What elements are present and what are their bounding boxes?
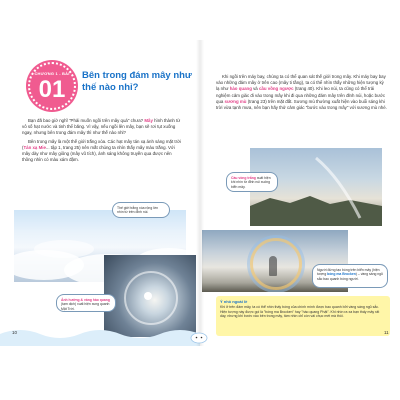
para1-text-rest: hình thành từ vô số hạt nước và tinh thể băng. Vì vậy, nếu ngồi lên mây, bạn sẽ rơi tụt xuống ngay, nhưng bên trong đám mây thì như thế nào nhỉ? xyxy=(22,118,181,136)
left-page xyxy=(0,40,200,346)
rpara-text: Khi ngồi trên máy bay, chúng ta có thể quan sát thế giới trong mây. Khi máy bay bay vào những đám mây ở trên cao (mây ti tầng), ta có thể nhìn thấy những hiện tượng kỳ lạ như xyxy=(216,74,386,92)
rpara-text-rest: (trang 23) trên mặt đất. Sương mù thường xuất hiện vào buổi sáng khi trời vừa tạnh mưa, nên bạn hãy thử cảm giác "bước vào trong mây" với sương mù nhé. xyxy=(216,98,387,111)
right-body xyxy=(216,74,388,113)
para2-text: Bên trong mây là một thế giới trắng xóa. Các hạt mây tán xạ ánh sáng mặt trời ( xyxy=(22,138,181,150)
bubble1-text: Thế giới trắng xóa rộng lớn nhìn từ trên đỉnh núi. xyxy=(117,206,159,215)
bubble4-text-rest: ) – vầng sáng ngũ sắc bao quanh bóng người. xyxy=(317,272,383,281)
left-body xyxy=(22,118,182,165)
para2-highlight: Tán xạ Mie xyxy=(23,144,46,150)
side-note-box xyxy=(216,296,390,336)
caption-bubble-4 xyxy=(312,264,388,288)
wave-decoration xyxy=(0,316,200,346)
rpara-highlight-1: hào quang xyxy=(229,86,252,92)
rpara-text-mid2: (trang 40). Khi leo núi, ta cũng có thể trải nghiệm cảm giác đi vào trong mây khi đi qua những đám mây trên đỉnh núi, hoặc bước qua xyxy=(216,86,386,104)
note-title: Ý nhỏ ngoài lề xyxy=(220,299,248,304)
book-gutter xyxy=(196,40,204,346)
right-page xyxy=(200,40,400,346)
badge-label: CHƯƠNG 1 - BÀI xyxy=(34,71,70,76)
bubble3-accent: Cầu vồng trắng xyxy=(231,176,256,180)
para2-text-rest: ... tập 1, trang 25) nên mắt chúng ta nhìn thấy mây màu trắng. Với mây dày như mây giông (mây vũ tích), ánh sáng không truyền qua được nên thông nhìn có màu xám đậm. xyxy=(22,144,175,163)
bubble4-accent: bóng ma Brocken xyxy=(327,272,356,277)
page-number-left: 10 xyxy=(12,330,18,335)
paragraph-1 xyxy=(22,118,182,137)
cloud-mascot-icon xyxy=(190,330,208,344)
badge-number: 01 xyxy=(38,76,66,103)
rpara-highlight-3: sương mù xyxy=(224,98,247,104)
chapter-badge xyxy=(28,62,76,110)
bubble2-accent: Ảnh hưởng & vầng hào quang xyxy=(61,298,110,302)
bubble2-text: (tạm dịch) xuất hiện xung quanh Mặt Trời. xyxy=(61,302,110,311)
paragraph-2 xyxy=(22,139,182,164)
bubble3-text: xuất hiện khi nhìn từ đỉnh núi xuống biển mây. xyxy=(231,176,271,189)
para1-text: Bạn đã bao giờ nghĩ "Phải muốn ngồi trên mây quá" chưa? xyxy=(28,118,145,123)
page-number-right: 11 xyxy=(384,330,389,335)
caption-bubble-2 xyxy=(56,294,116,312)
rpara-highlight-2: cầu vồng ngược xyxy=(258,86,294,92)
bubble4-text: Người đứng tạo bóng trên biển mây (hiện tượng xyxy=(317,268,380,277)
caption-bubble-1 xyxy=(112,202,170,218)
note-text: Khi ở trên đám mây, ta có thể nhìn thấy bóng của chính mình được bao quanh bởi vầng sáng ngũ sắc. Hiện tượng này được gọi là "bóng ma Brocken" hay "hào quang Phật". Khi nhìn ra xa bạn thấy mây rất dày, nhưng khi bước vào bên trong mây, tầm nhìn chỉ còn vài chục mét mà thôi. xyxy=(220,305,380,319)
para1-highlight: Mây xyxy=(144,118,153,123)
right-paragraph xyxy=(216,74,388,111)
rpara-text-mid1: và xyxy=(251,86,259,92)
caption-bubble-3 xyxy=(226,172,278,192)
book-spread xyxy=(0,40,400,346)
page-title: Bên trong đám mây như thế nào nhỉ? xyxy=(82,70,192,93)
